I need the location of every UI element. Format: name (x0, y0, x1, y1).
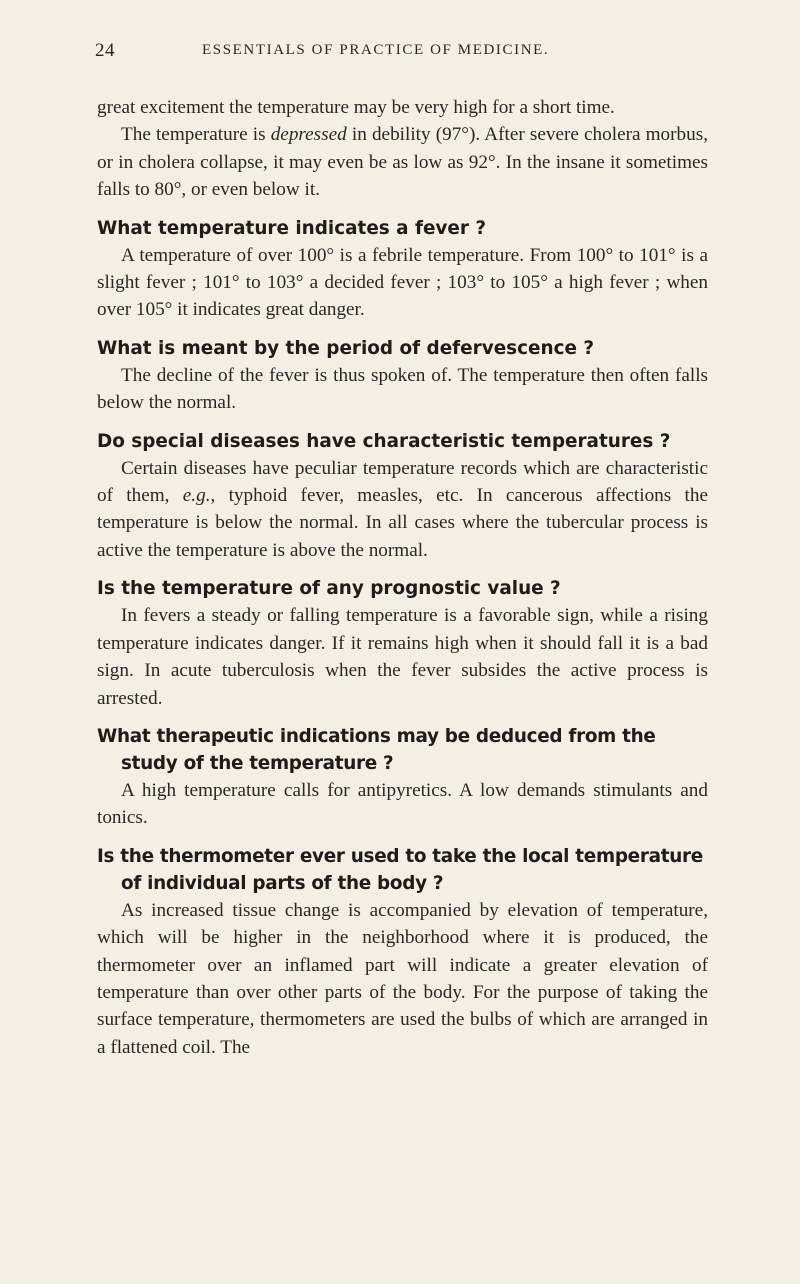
answer-paragraph: A temperature of over 100° is a febrile temperature. From 100° to 101° is a slight fever ; 101° to 103° a decided fever ; 103° to 105° a high fever ; when over 105° it indicates great danger. (97, 244, 708, 321)
answer-paragraph: In fevers a steady or falling temperature is a favorable sign, while a rising temperature indicates danger. If it remains high when it should fall it is a bad sign. In acute tuberculosis when the fever subsides the active process is arrested. (97, 605, 708, 709)
emphasis-depressed: depressed (270, 124, 347, 146)
question-heading: Is the temperature of any prognostic value ? (97, 578, 561, 600)
page-number: 24 (95, 40, 115, 61)
qa-fever-temperature (97, 215, 708, 324)
qa-defervescence (97, 335, 708, 417)
question-heading: What is meant by the period of defervescence ? (97, 337, 595, 359)
question-heading: What temperature indicates a fever ? (97, 217, 487, 239)
answer-paragraph: The decline of the fever is thus spoken of. The temperature then often falls below the normal. (97, 364, 708, 414)
emphasis-eg: e.g. (182, 485, 211, 507)
running-title: ESSENTIALS OF PRACTICE OF MEDICINE. (202, 42, 550, 58)
question-heading: Is the thermometer ever used to take the local temperature of individual parts of the body ? (97, 845, 703, 894)
qa-local-temperature (97, 843, 708, 1061)
page-header (97, 40, 708, 70)
qa-therapeutic-indications (97, 723, 708, 832)
qa-characteristic-temperatures (97, 428, 708, 565)
qa-prognostic-value (97, 575, 708, 712)
depressed-temperature-paragraph: The temperature is depressed in debility (97°). After severe cholera morbus, or in cholera collapse, it may even be as low as 92°. In the insane it sometimes falls to 80°, or even below it. (97, 124, 708, 201)
question-heading: Do special diseases have characteristic temperatures ? (97, 430, 671, 452)
continued-paragraph: great excitement the temperature may be very high for a short time. (97, 97, 615, 118)
answer-paragraph: A high temperature calls for antipyretics. A low demands stimulants and tonics. (97, 779, 708, 829)
question-heading: What therapeutic indications may be deduced from the study of the temperature ? (97, 725, 656, 774)
intro-block (97, 94, 708, 204)
answer-paragraph: As increased tissue change is accompanied by elevation of temperature, which will be higher in the neighborhood where it is produced, the thermometer over an inflamed part will indicate a greater elevation of temperature than over other parts of the body. For the purpose of taking the surface temperature, thermometers are used the bulbs of which are arranged in a flattened coil. The (97, 899, 708, 1058)
answer-paragraph: Certain diseases have peculiar temperature records which are characteristic of them, e.g., typhoid fever, measles, etc. In cancerous affections the temperature is below the normal. In all cases where the tubercular process is active the temperature is above the normal. (97, 457, 708, 561)
